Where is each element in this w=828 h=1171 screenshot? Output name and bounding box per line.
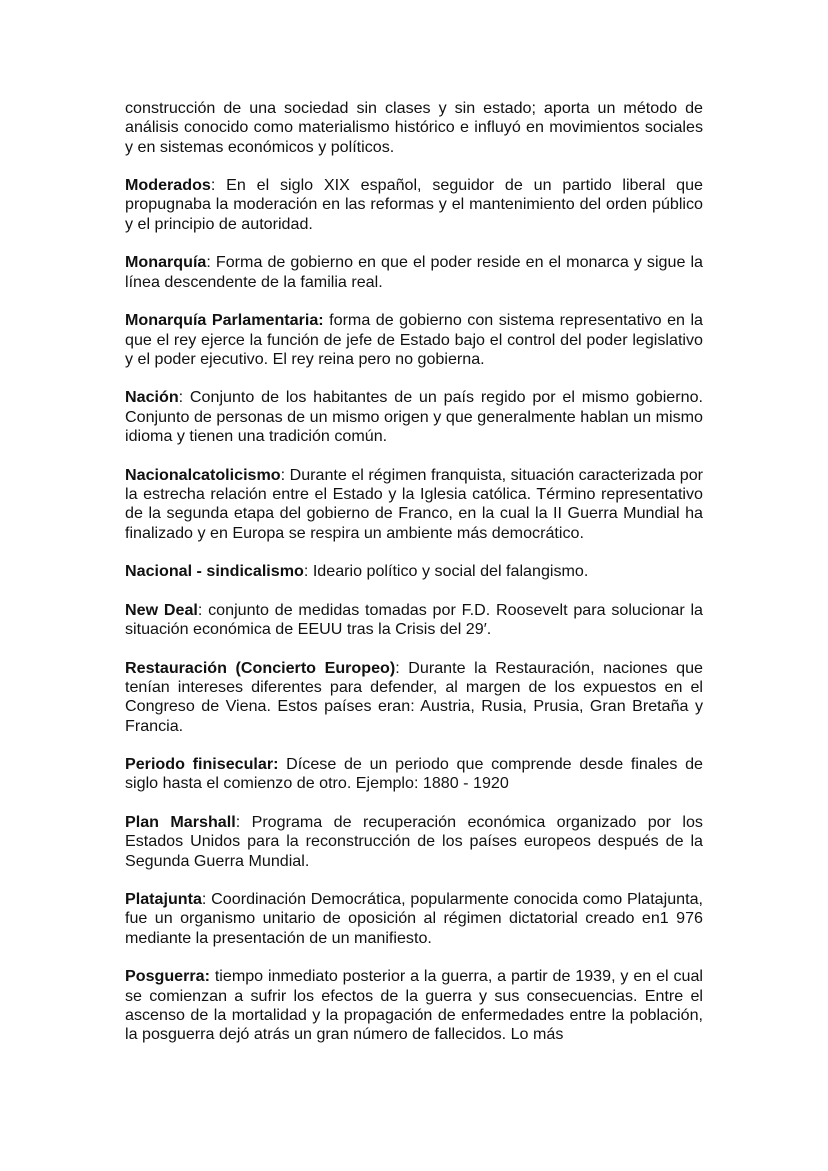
glossary-definition: : Durante el régimen franquista, situación caracterizada por la estrecha relación entre el Estado y la Iglesia católica. Término representativo de la segunda etapa del gobierno de Franco, en la cual la II Guerra Mundial ha finalizado y en Europa se respira un ambiente más democrático. (125, 465, 703, 542)
glossary-term: Plan Marshall (125, 812, 236, 831)
glossary-definition: tiempo inmediato posterior a la guerra, a partir de 1939, y en el cual se comienzan a sufrir los efectos de la guerra y sus consecuencias. Entre el ascenso de la mortalidad y la propagación de enfermedades entre la población, la posguerra dejó atrás un gran número de fallecidos. Lo más (125, 967, 703, 1044)
glossary-entry-nacionalcatolicismo (125, 466, 703, 543)
glossary-term: Nacional - sindicalismo (125, 562, 304, 581)
intro-paragraph (125, 99, 703, 157)
glossary-definition: : Programa de recuperación económica organizado por los Estados Unidos para la reconstrucción de los países europeos después de la Segunda Guerra Mundial. (125, 812, 703, 870)
glossary-entry-moderados (125, 176, 703, 234)
glossary-definition: : En el siglo XIX español, seguidor de un partido liberal que propugnaba la moderación en las reformas y el mantenimiento del orden público y el principio de autoridad. (125, 176, 703, 233)
glossary-definition: : Forma de gobierno en que el poder reside en el monarca y sigue la línea descendente de la familia real. (125, 253, 703, 291)
glossary-entry-platajunta (125, 890, 703, 948)
glossary-entry-periodo-finisecular (125, 755, 703, 794)
glossary-term: Nacionalcatolicismo (125, 465, 281, 484)
glossary-term: Platajunta (125, 890, 202, 909)
glossary-term: New Deal (125, 600, 198, 619)
glossary-term: Posguerra: (125, 967, 210, 986)
glossary-definition: Dícese de un periodo que comprende desde finales de siglo hasta el comienzo de otro. Ejemplo: 1880 - 1920 (125, 755, 703, 793)
glossary-term: Moderados (125, 176, 211, 195)
glossary-entry-nacional-sindicalismo (125, 562, 703, 581)
glossary-entry-restauracion (125, 659, 703, 736)
glossary-term: Periodo finisecular: (125, 755, 279, 774)
glossary-entry-plan-marshall (125, 813, 703, 871)
glossary-entry-posguerra (125, 967, 703, 1044)
glossary-entry-new-deal (125, 601, 703, 640)
document-page (125, 99, 703, 1064)
glossary-definition: forma de gobierno con sistema representativo en la que el rey ejerce la función de jefe de Estado bajo el control del poder legislativo y el poder ejecutivo. El rey reina pero no gobierna. (125, 311, 703, 368)
glossary-entry-monarquia (125, 253, 703, 292)
glossary-definition: : Durante la Restauración, naciones que tenían intereses diferentes para defender, al margen de los expuestos en el Congreso de Viena. Estos países eran: Austria, Rusia, Prusia, Gran Bretaña y Francia. (125, 658, 703, 735)
glossary-term: Monarquía (125, 253, 207, 272)
intro-text: construcción de una sociedad sin clases y sin estado; aporta un método de análisis conocido como materialismo histórico e influyó en movimientos sociales y en sistemas económicos y políticos. (125, 99, 703, 156)
glossary-term: Monarquía Parlamentaria: (125, 311, 324, 330)
glossary-term: Restauración (Concierto Europeo) (125, 658, 396, 677)
glossary-definition: : Coordinación Democrática, popularmente conocida como Platajunta, fue un organismo unitario de oposición al régimen dictatorial creado en1 976 mediante la presentación de un manifiesto. (125, 890, 703, 947)
glossary-definition: : conjunto de medidas tomadas por F.D. Roosevelt para solucionar la situación económica de EEUU tras la Crisis del 29′. (125, 600, 703, 639)
glossary-definition: : Ideario político y social del falangismo. (303, 562, 589, 581)
glossary-entry-monarquia-parlamentaria (125, 311, 703, 369)
glossary-entry-nacion (125, 388, 703, 446)
glossary-definition: : Conjunto de los habitantes de un país regido por el mismo gobierno. Conjunto de personas de un mismo origen y que generalmente hablan un mismo idioma y tienen una tradición común. (125, 388, 703, 446)
glossary-term: Nación (125, 388, 179, 407)
